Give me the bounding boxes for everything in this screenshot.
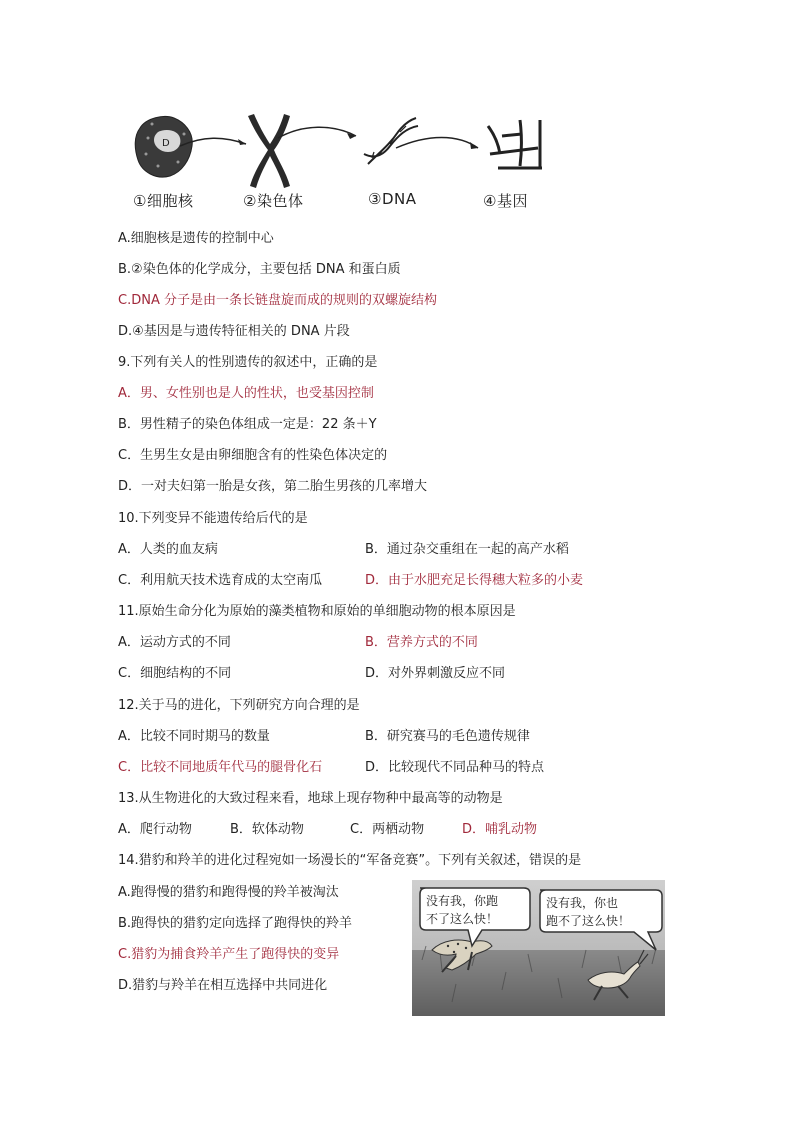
- q8-option-a: A.细胞核是遗传的控制中心: [118, 231, 274, 246]
- bubble-right-line-1: 没有我，你也: [546, 896, 619, 910]
- svg-text:D: D: [162, 138, 170, 149]
- q11-option-c: C．细胞结构的不同: [118, 666, 232, 681]
- q14-option-a: A.跑得慢的猎豹和跑得慢的羚羊被淘汰: [118, 885, 339, 900]
- q9-option-c: C．生男生女是由卵细胞含有的性染色体决定的: [118, 448, 388, 463]
- label-gene: ④基因: [483, 192, 528, 210]
- q9-option-d: D．一对夫妇第一胎是女孩，第二胎生男孩的几率增大: [118, 479, 428, 494]
- q8-option-b: B.②染色体的化学成分，主要包括 DNA 和蛋白质: [118, 262, 401, 277]
- q14-option-c-answer: C.猎豹为捕食羚羊产生了跑得快的变异: [118, 947, 340, 962]
- q11-option-b-answer: B．营养方式的不同: [365, 635, 478, 650]
- q12-option-b: B．研究赛马的毛色遗传规律: [365, 729, 530, 744]
- nucleus-icon: [135, 116, 192, 177]
- dna-helix-icon: [364, 118, 418, 164]
- bubble-left-line-2: 不了这么快！: [426, 912, 499, 926]
- q8-option-c-answer: C.DNA 分子是由一条长链盘旋而成的规则的双螺旋结构: [118, 293, 437, 308]
- q8-option-d: D.④基因是与遗传特征相关的 DNA 片段: [118, 324, 350, 339]
- q10-option-b: B．通过杂交重组在一起的高产水稻: [365, 542, 569, 557]
- bubble-left-line-1: 没有我，你跑: [426, 894, 499, 908]
- genetics-diagram: [128, 108, 558, 218]
- q13-option-c: C．两栖动物: [350, 822, 425, 837]
- label-nucleus: ①细胞核: [133, 192, 194, 210]
- arrow-2: [278, 127, 356, 138]
- q13-option-b: B．软体动物: [230, 822, 304, 837]
- q11-option-d: D．对外界刺激反应不同: [365, 666, 506, 681]
- gene-icon: [488, 120, 542, 168]
- q9-stem: 9.下列有关人的性别遗传的叙述中，正确的是: [118, 355, 378, 370]
- cheetah-antelope-illustration: [412, 880, 665, 1016]
- q13-option-a: A．爬行动物: [118, 822, 192, 837]
- label-dna: ③DNA: [368, 190, 417, 208]
- q11-stem: 11.原始生命分化为原始的藻类植物和原始的单细胞动物的根本原因是: [118, 604, 516, 619]
- q10-option-d-answer: D．由于水肥充足长得穗大粒多的小麦: [365, 573, 584, 588]
- q12-stem: 12.关于马的进化，下列研究方向合理的是: [118, 698, 360, 713]
- q11-option-a: A．运动方式的不同: [118, 635, 231, 650]
- illustration-drawing: [412, 880, 665, 1016]
- q10-option-a: A．人类的血友病: [118, 542, 218, 557]
- q13-stem: 13.从生物进化的大致过程来看，地球上现存物种中最高等的动物是: [118, 791, 503, 806]
- bubble-right-line-2: 跑不了这么快！: [546, 914, 631, 928]
- q14-stem: 14.猎豹和羚羊的进化过程宛如一场漫长的“军备竞赛”。下列有关叙述，错误的是: [118, 853, 582, 868]
- q13-option-d-answer: D．哺乳动物: [462, 822, 538, 837]
- q10-stem: 10.下列变异不能遗传给后代的是: [118, 511, 308, 526]
- q12-option-d: D．比较现代不同品种马的特点: [365, 760, 545, 775]
- q9-option-a-answer: A．男、女性别也是人的性状，也受基因控制: [118, 386, 374, 401]
- q12-option-a: A．比较不同时期马的数量: [118, 729, 270, 744]
- q14-option-d: D.猎豹与羚羊在相互选择中共同进化: [118, 978, 328, 993]
- chromosome-icon: [248, 114, 290, 188]
- q12-option-c-answer: C．比较不同地质年代马的腿骨化石: [118, 760, 323, 775]
- q9-option-b: B．男性精子的染色体组成一定是：22 条＋Y: [118, 417, 377, 432]
- q10-option-c: C．利用航天技术选育成的太空南瓜: [118, 573, 323, 588]
- label-chromosome: ②染色体: [243, 192, 304, 210]
- arrow-3: [396, 138, 478, 149]
- q14-option-b: B.跑得快的猎豹定向选择了跑得快的羚羊: [118, 916, 353, 931]
